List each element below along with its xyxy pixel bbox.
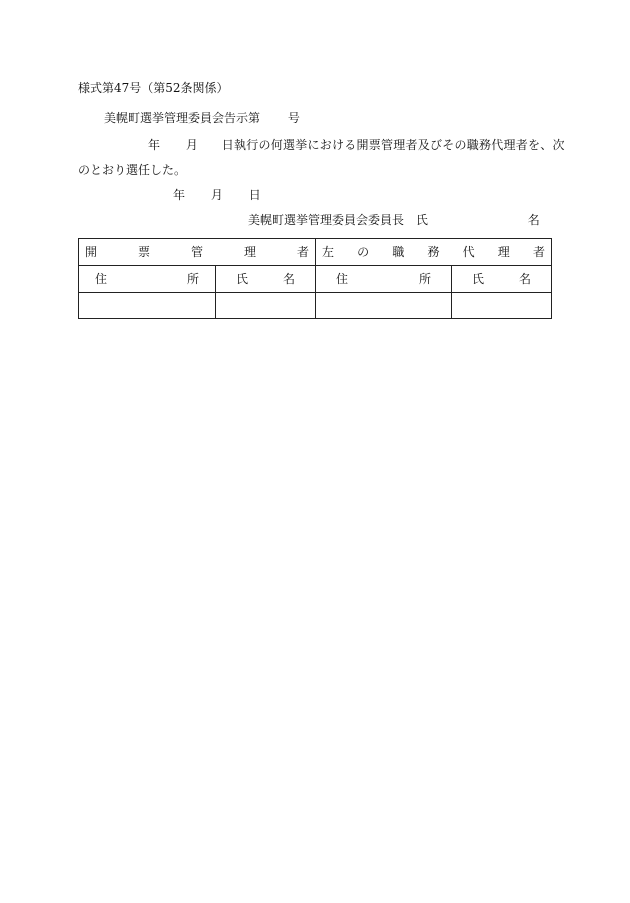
group-header-deputy	[316, 239, 552, 266]
body-day-text: 日執行の何選挙における開票管理者及びその職務代理者を、次	[221, 138, 565, 152]
signature-title: 美幌町選挙管理委員会委員長	[248, 213, 405, 227]
column-char: 住	[95, 272, 108, 286]
signature-name-left: 氏	[415, 213, 428, 227]
signature-name-right: 名	[527, 213, 540, 227]
date-year: 年	[173, 188, 186, 202]
appointment-table	[78, 238, 552, 319]
column-header-address	[316, 266, 452, 293]
column-char: 所	[419, 272, 432, 286]
body-line-2: のとおり選任した。	[78, 163, 187, 177]
notice-title	[104, 111, 300, 125]
column-char: 住	[336, 272, 349, 286]
notice-title-suffix: 号	[287, 111, 300, 125]
body-month: 月	[185, 138, 198, 152]
group-char: 務	[427, 245, 440, 259]
group-header-row	[79, 239, 552, 266]
column-char: 所	[186, 272, 199, 286]
group-char: 者	[297, 245, 310, 259]
group-char: 者	[532, 245, 545, 259]
table-cell	[452, 293, 552, 319]
body-line-1	[148, 138, 565, 152]
table-cell	[316, 293, 452, 319]
group-char: 開	[85, 245, 98, 259]
group-char: 代	[462, 245, 475, 259]
group-char: 左	[322, 245, 335, 259]
group-char: 理	[497, 245, 510, 259]
notice-title-prefix: 美幌町選挙管理委員会告示第	[104, 111, 261, 125]
column-char: 氏	[472, 272, 485, 286]
column-header-address	[79, 266, 216, 293]
group-char: 職	[392, 245, 405, 259]
group-header-counting-manager	[79, 239, 316, 266]
body-year: 年	[148, 138, 161, 152]
group-char: 理	[244, 245, 257, 259]
column-header-row	[79, 266, 552, 293]
notice-date	[173, 188, 261, 202]
date-month: 月	[210, 188, 223, 202]
signature	[248, 213, 540, 227]
group-char: の	[357, 245, 370, 259]
table-cell	[216, 293, 316, 319]
group-char: 管	[191, 245, 204, 259]
column-char: 名	[519, 272, 532, 286]
date-day: 日	[248, 188, 261, 202]
table-cell	[79, 293, 216, 319]
column-header-name	[452, 266, 552, 293]
table-row	[79, 293, 552, 319]
column-char: 名	[283, 272, 296, 286]
group-char: 票	[138, 245, 151, 259]
column-header-name	[216, 266, 316, 293]
form-number: 様式第47号（第52条関係）	[78, 81, 229, 95]
column-char: 氏	[236, 272, 249, 286]
